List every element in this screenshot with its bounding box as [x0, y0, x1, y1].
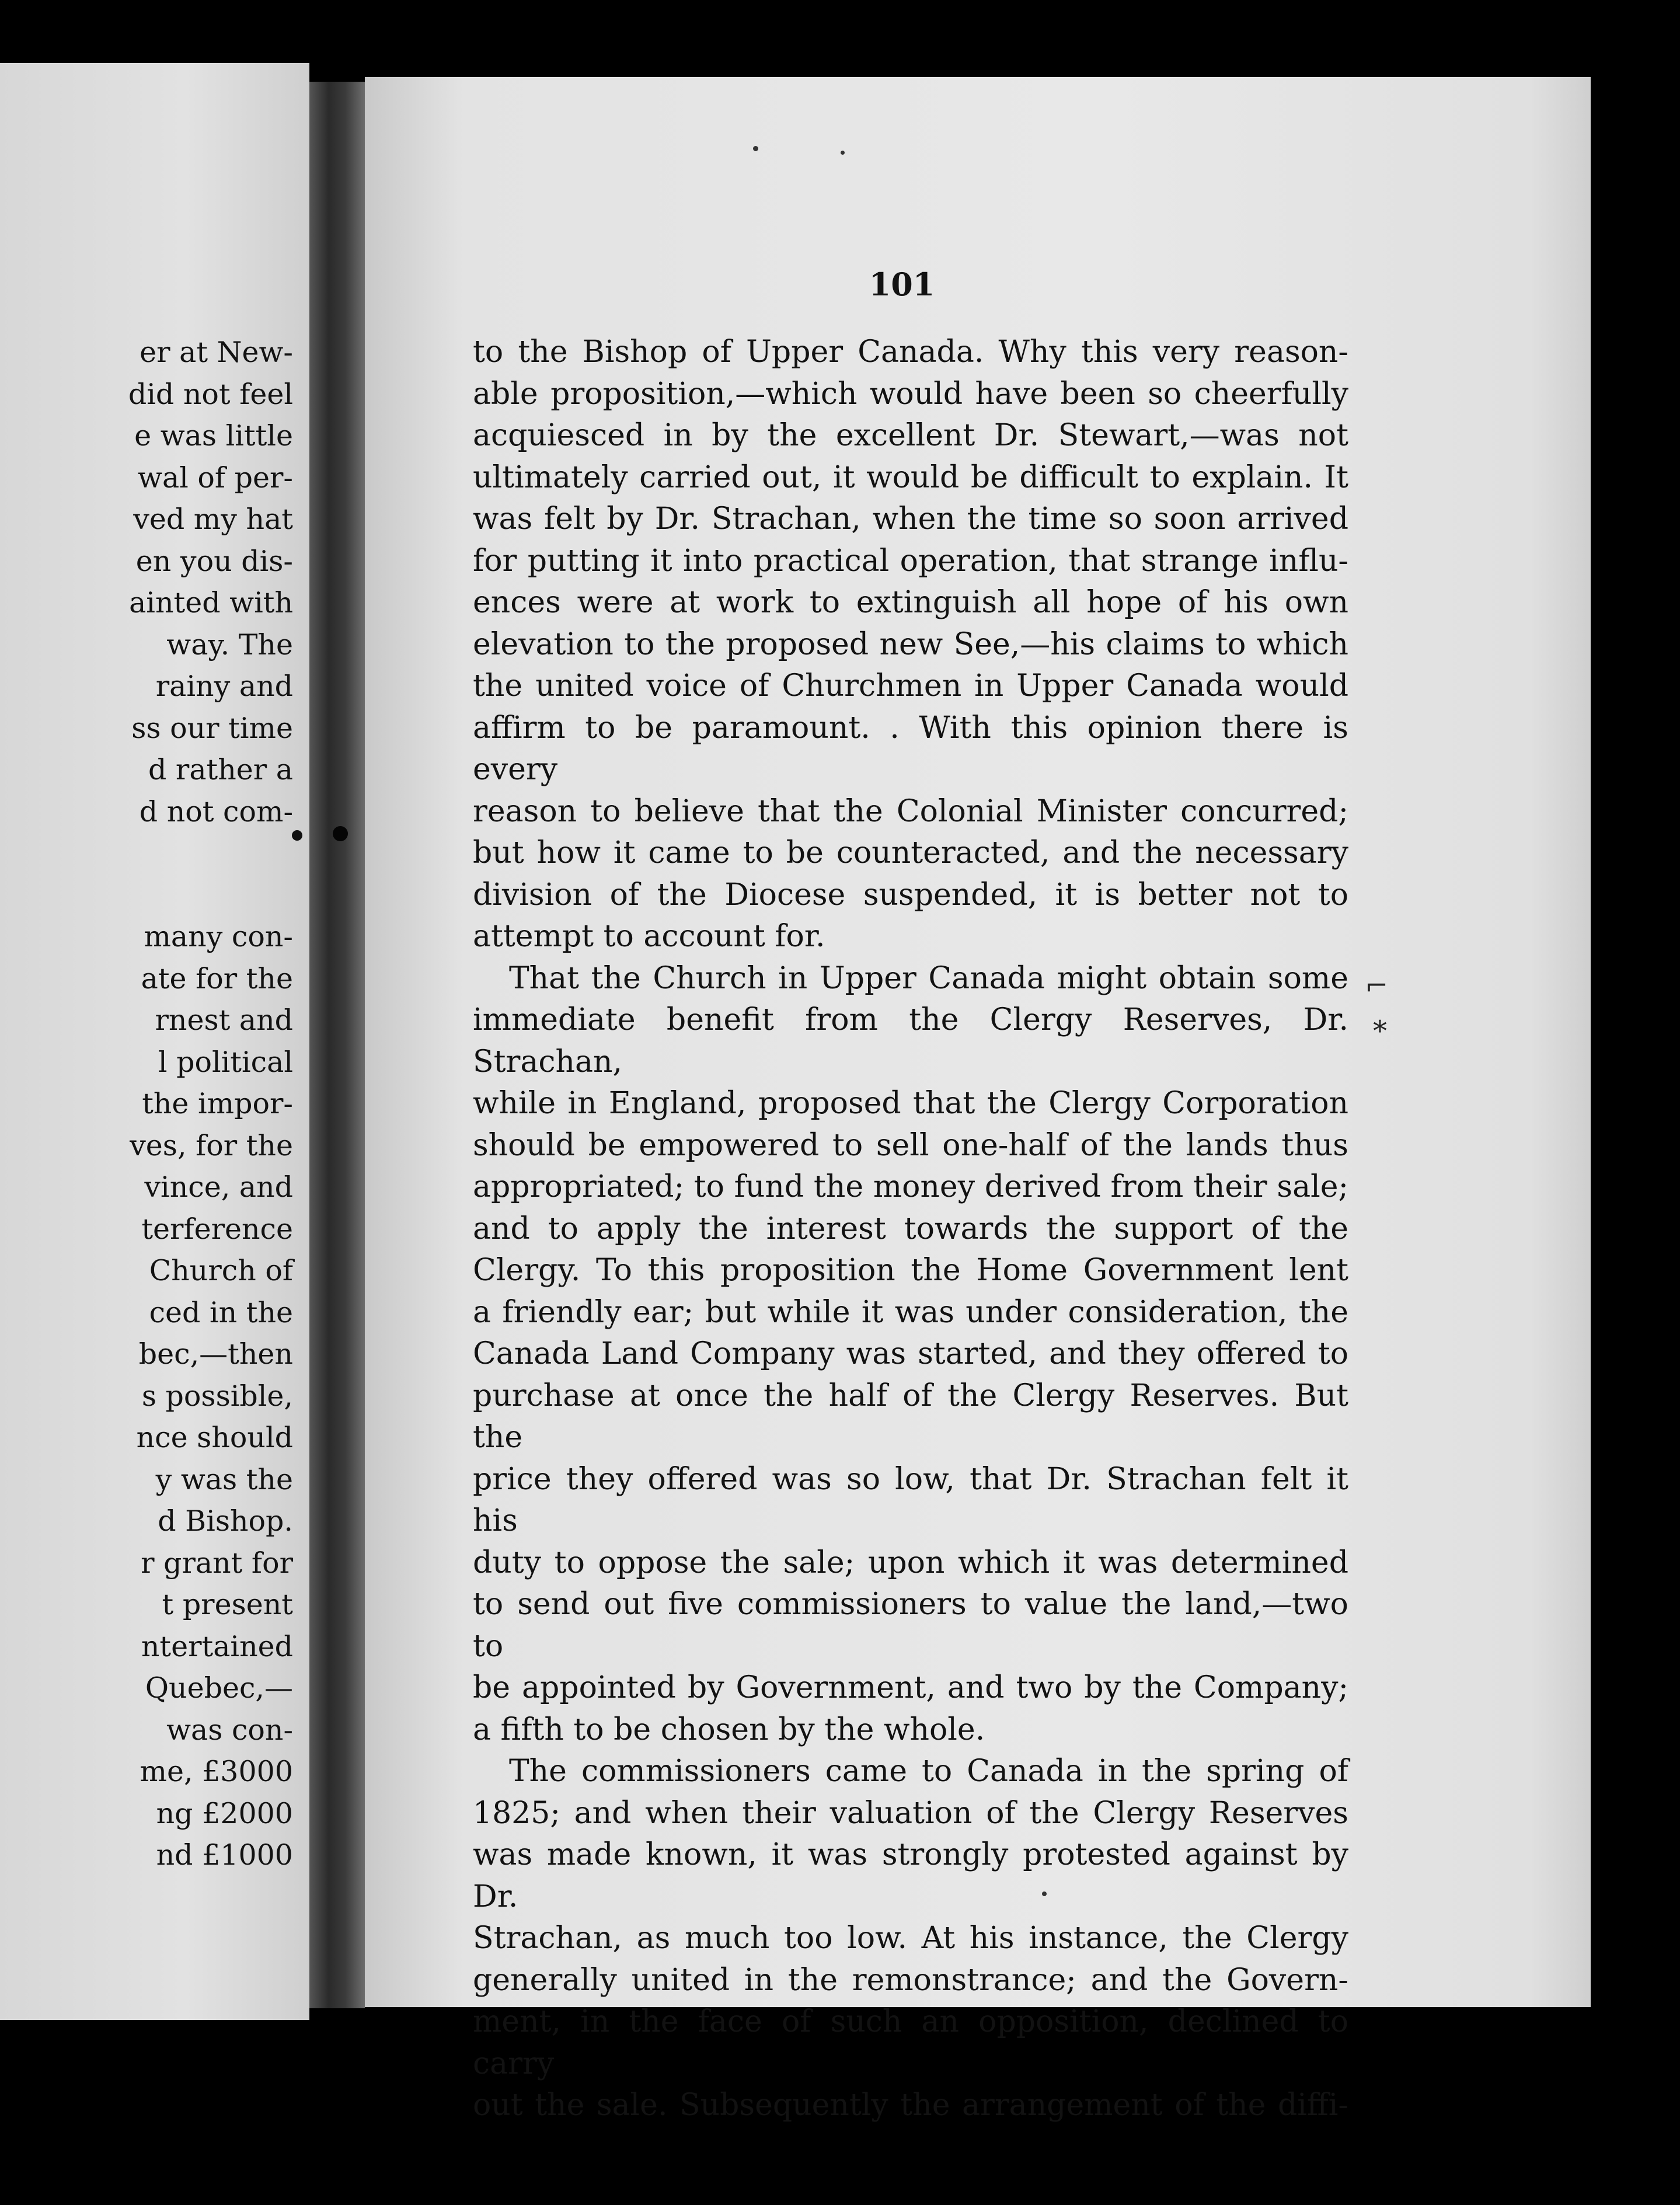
- left-page-line: bec,—then: [138, 1337, 293, 1371]
- text-line: affirm to be paramount. . With this opinion there is every: [473, 710, 1348, 787]
- left-page-line: t present: [162, 1588, 293, 1621]
- text-line: a fifth to be chosen by the whole.: [473, 1712, 985, 1747]
- text-line: The commissioners came to Canada in the spring of: [509, 1754, 1348, 1789]
- left-page-line: was con-: [166, 1713, 293, 1747]
- left-page-line: er at New-: [140, 336, 293, 369]
- left-page-line: l political: [158, 1045, 293, 1079]
- page-edge-speck: [292, 830, 302, 841]
- left-page-text-column: [128, 332, 293, 1876]
- paragraph: [473, 1751, 1348, 2127]
- left-page-line: ate for the: [141, 962, 293, 995]
- text-line: elevation to the proposed new See,—his claims to which: [473, 626, 1348, 662]
- margin-annotation-mark: *: [1373, 1015, 1387, 1047]
- binding-hole: [333, 826, 348, 841]
- text-line: but how it came to be counteracted, and the necessary: [473, 835, 1348, 870]
- left-page-line: ced in the: [149, 1295, 293, 1329]
- left-page-line: nd £1000: [156, 1838, 293, 1872]
- left-page-line: ntertained: [141, 1629, 293, 1663]
- left-page-line: r grant for: [141, 1546, 293, 1580]
- paragraph: [473, 958, 1348, 1751]
- text-line: duty to oppose the sale; upon which it was determined: [473, 1545, 1348, 1580]
- text-line: ultimately carried out, it would be difficult to explain. It: [473, 459, 1348, 495]
- page-body-text: [473, 332, 1348, 2127]
- left-page-line: y was the: [155, 1462, 293, 1496]
- text-line: able proposition,—which would have been so cheerfully: [473, 376, 1348, 412]
- left-page-line: way. The: [166, 628, 293, 661]
- text-line: to send out five commissioners to value the land,—two to: [473, 1587, 1348, 1664]
- text-line: reason to believe that the Colonial Minister concurred;: [473, 793, 1348, 829]
- left-page-gap: [128, 832, 293, 916]
- left-page-line: ss our time: [131, 711, 293, 745]
- left-page-line: wal of per-: [138, 461, 293, 494]
- page-number-text: 101: [869, 266, 935, 303]
- text-line: generally united in the remonstrance; and the Govern-: [473, 1962, 1348, 1998]
- text-line: to the Bishop of Upper Canada. Why this very reason-: [473, 335, 1348, 370]
- scan-speck: [1042, 1892, 1047, 1896]
- text-line: the united voice of Churchmen in Upper Canada would: [473, 668, 1348, 703]
- book-gutter-shadow: [309, 82, 365, 2008]
- text-line: ment, in the face of such an opposition, declined to carry: [473, 2004, 1348, 2081]
- text-line: Canada Land Company was started, and they offered to: [473, 1336, 1348, 1371]
- text-line: was made known, it was strongly protested against by Dr.: [473, 1837, 1348, 1914]
- left-page-line: did not feel: [128, 377, 293, 411]
- text-line: division of the Diocese suspended, it is better not to: [473, 877, 1348, 912]
- left-page-line: ainted with: [129, 586, 293, 619]
- left-page-line: ng £2000: [156, 1796, 293, 1830]
- text-line: and to apply the interest towards the support of the: [473, 1211, 1348, 1246]
- text-line: appropriated; to fund the money derived from their sale;: [473, 1169, 1348, 1204]
- text-line: Clergy. To this proposition the Home Government lent: [473, 1253, 1348, 1288]
- left-page-line: me, £3000: [140, 1755, 293, 1788]
- left-page-line: terference: [141, 1212, 293, 1246]
- text-line: price they offered was so low, that Dr. Strachan felt it his: [473, 1461, 1348, 1538]
- text-line: for putting it into practical operation, that strange influ-: [473, 543, 1348, 579]
- text-line: be appointed by Government, and two by the Company;: [473, 1670, 1348, 1705]
- text-line: attempt to account for.: [473, 919, 825, 954]
- left-page-line: e was little: [134, 419, 293, 452]
- scan-speck: [753, 146, 758, 151]
- text-line: while in England, proposed that the Clergy Corporation: [473, 1086, 1348, 1121]
- text-line: That the Church in Upper Canada might obtain some: [509, 960, 1348, 996]
- left-page-line: rainy and: [155, 670, 293, 703]
- left-page-line: s possible,: [141, 1379, 293, 1413]
- text-line: immediate benefit from the Clergy Reserves, Dr. Strachan,: [473, 1002, 1348, 1079]
- text-line: acquiesced in by the excellent Dr. Stewart,—was not: [473, 418, 1348, 453]
- text-line: ences were at work to extinguish all hope of his own: [473, 585, 1348, 620]
- left-page-line: ves, for the: [130, 1128, 293, 1162]
- text-line: 1825; and when their valuation of the Clergy Reserves: [473, 1795, 1348, 1831]
- left-page-line: vince, and: [144, 1171, 293, 1204]
- scan-speck: [841, 151, 845, 155]
- left-facing-page: [0, 63, 309, 2020]
- text-line: should be empowered to sell one-half of the lands thus: [473, 1127, 1348, 1163]
- left-page-line: ved my hat: [133, 503, 293, 536]
- left-page-line: en you dis-: [135, 544, 293, 578]
- margin-annotation-mark: ⌐: [1365, 970, 1389, 1002]
- paragraph: [473, 332, 1348, 958]
- left-page-line: many con-: [144, 920, 293, 953]
- left-page-line: Quebec,—: [145, 1671, 293, 1705]
- text-line: purchase at once the half of the Clergy Reserves. But the: [473, 1378, 1348, 1455]
- left-page-line: d rather a: [148, 753, 293, 786]
- text-line: a friendly ear; but while it was under consideration, the: [473, 1294, 1348, 1330]
- left-page-line: nce should: [136, 1421, 293, 1454]
- text-line: was felt by Dr. Strachan, when the time so soon arrived: [473, 501, 1348, 537]
- left-page-line: Church of: [149, 1254, 293, 1287]
- left-page-line: d Bishop.: [158, 1504, 293, 1538]
- left-page-line: rnest and: [155, 1004, 293, 1037]
- text-line: out the sale. Subsequently the arrangement of the diffi-: [473, 2088, 1348, 2123]
- left-page-line: d not com-: [139, 795, 293, 828]
- text-line: Strachan, as much too low. At his instance, the Clergy: [473, 1921, 1348, 1956]
- left-page-line: the impor-: [142, 1087, 293, 1120]
